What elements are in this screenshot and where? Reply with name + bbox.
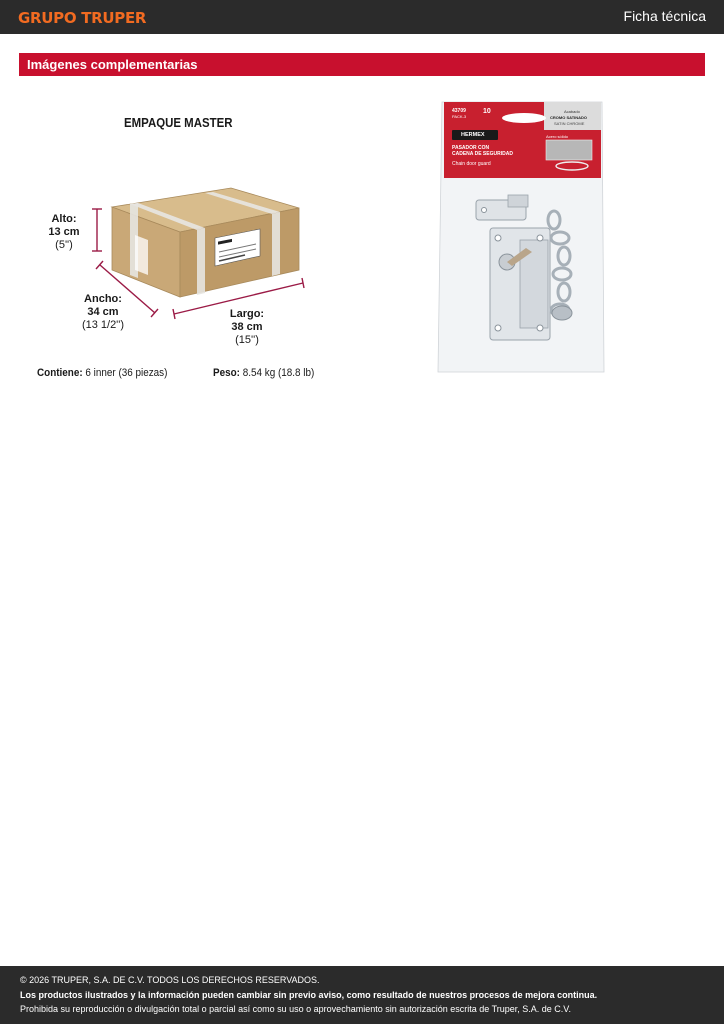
finish-label: Acabado xyxy=(564,109,580,114)
height-imperial: (5'') xyxy=(55,239,73,251)
length-imperial: (15'') xyxy=(235,334,259,346)
contents-label: Contiene: xyxy=(37,367,83,379)
brand-logo: GRUPO TRUPER xyxy=(18,9,147,27)
height-metric: 13 cm xyxy=(48,226,80,238)
finish-es: CROMO SATINADO xyxy=(550,115,588,120)
contents-info xyxy=(37,367,167,379)
package-name-line2: CADENA DE SEGURIDAD xyxy=(452,151,513,157)
master-pack-figure xyxy=(0,100,360,400)
footer-notice: Los productos ilustrados y la información pueden cambiar sin previo aviso, como resultado de nuestros procesos de mejora continua. xyxy=(20,990,598,1000)
top-bar xyxy=(0,0,724,34)
weight-label: Peso: xyxy=(213,367,240,379)
package-brand: HERMEX xyxy=(461,132,485,138)
height-dimension xyxy=(44,213,84,252)
package-material: Acero sólido xyxy=(546,134,569,139)
finish-en: SATIN CHROME xyxy=(554,121,585,126)
width-metric: 34 cm xyxy=(87,306,119,318)
width-label: Ancho: xyxy=(84,293,122,305)
width-dimension xyxy=(78,293,128,332)
section-header xyxy=(19,53,705,76)
document-type: Ficha técnica xyxy=(623,8,706,24)
footer-copyright: © 2026 TRUPER, S.A. DE C.V. TODOS LOS DERECHOS RESERVADOS. xyxy=(20,975,320,985)
chain-door-guard-package xyxy=(436,100,606,376)
height-label: Alto: xyxy=(51,213,77,225)
weight-info xyxy=(213,367,314,379)
product-package-image xyxy=(436,100,606,376)
width-imperial: (13 1/2'') xyxy=(81,319,125,331)
package-code: 43709 xyxy=(452,108,466,114)
length-dimension xyxy=(222,308,272,347)
package-pack: PACK-3 xyxy=(452,114,467,119)
weight-value: 8.54 kg (18.8 lb) xyxy=(242,367,315,379)
package-qty: 10 xyxy=(483,108,491,115)
master-pack-title: EMPAQUE MASTER xyxy=(124,115,233,130)
section-title: Imágenes complementarias xyxy=(27,57,198,72)
length-metric: 38 cm xyxy=(231,321,263,333)
package-name-line1: PASADOR CON xyxy=(452,145,490,151)
contents-value: 6 inner (36 piezas) xyxy=(85,367,168,379)
footer xyxy=(0,966,724,1024)
footer-prohibition: Prohibida su reproducción o divulgación total o parcial así como su uso o aprovechamiento sin autorización escrita de Truper, S.A. de C.V. xyxy=(20,1004,571,1014)
package-name-en: Chain door guard xyxy=(452,161,491,167)
length-label: Largo: xyxy=(229,308,265,320)
